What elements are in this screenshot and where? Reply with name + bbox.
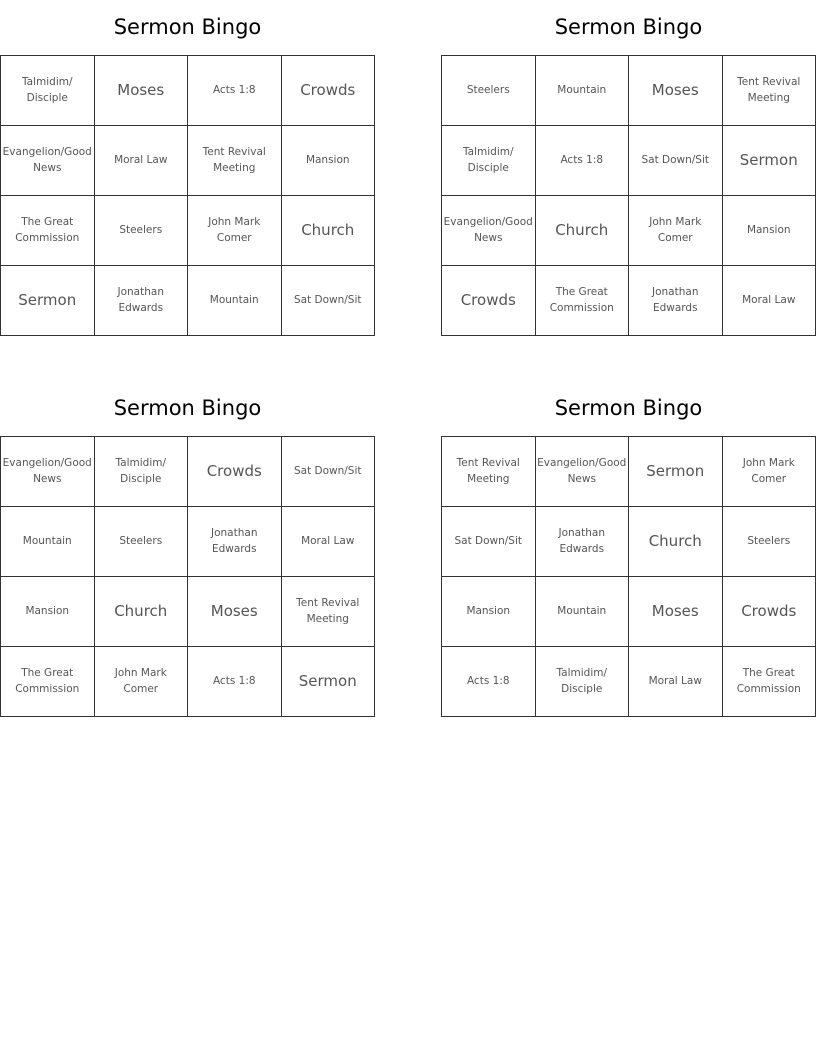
bingo-cell: Evangelion/Good News [1,437,95,507]
bingo-cell: John Mark Comer [188,196,282,266]
bingo-cell: Acts 1:8 [188,647,282,717]
card-title: Sermon Bingo [554,15,703,39]
bingo-cell: Moses [629,56,723,126]
bingo-cell: Church [536,196,630,266]
bingo-cell: Evangelion/Good News [442,196,536,266]
bingo-cell: Moral Law [282,507,376,577]
bingo-cell: Crowds [723,577,816,647]
bingo-cell: John Mark Comer [95,647,189,717]
bingo-card-2 [441,0,816,336]
bingo-card-4 [441,381,816,717]
bingo-cell: Talmidim/ Disciple [95,437,189,507]
bingo-cell: Mountain [536,577,630,647]
bingo-cell: Acts 1:8 [442,647,536,717]
bingo-cell: Talmidim/ Disciple [536,647,630,717]
bingo-cell: Steelers [95,507,189,577]
bingo-cell: Crowds [442,266,536,336]
bingo-cell: Moral Law [95,126,189,196]
bingo-card-3 [0,381,375,717]
bingo-cell: Tent Revival Meeting [188,126,282,196]
bingo-cell: Talmidim/ Disciple [1,56,95,126]
bingo-cell: Moral Law [723,266,816,336]
bingo-cell: Mansion [282,126,376,196]
bingo-cell: Moses [629,577,723,647]
bingo-grid [441,55,816,336]
bingo-cell: Sat Down/Sit [629,126,723,196]
card-title: Sermon Bingo [113,396,262,420]
bingo-cell: Mansion [723,196,816,266]
bingo-cell: Talmidim/ Disciple [442,126,536,196]
bingo-cell: Mountain [1,507,95,577]
card-title: Sermon Bingo [554,396,703,420]
bingo-cell: John Mark Comer [723,437,816,507]
bingo-cell: Moral Law [629,647,723,717]
bingo-cell: Crowds [282,56,376,126]
bingo-cell: Church [282,196,376,266]
bingo-cell: Evangelion/Good News [536,437,630,507]
bingo-cell: Jonathan Edwards [536,507,630,577]
bingo-cell: Acts 1:8 [188,56,282,126]
bingo-cell: Jonathan Edwards [629,266,723,336]
bingo-cell: Steelers [723,507,816,577]
bingo-cell: Acts 1:8 [536,126,630,196]
bingo-cell: Sat Down/Sit [442,507,536,577]
bingo-cell: The Great Commission [723,647,816,717]
card-title: Sermon Bingo [113,15,262,39]
bingo-cell: Tent Revival Meeting [442,437,536,507]
bingo-cell: The Great Commission [536,266,630,336]
bingo-cell: Jonathan Edwards [188,507,282,577]
bingo-cell: Tent Revival Meeting [282,577,376,647]
bingo-cell: Sat Down/Sit [282,266,376,336]
bingo-cell: Moses [188,577,282,647]
bingo-cell: Church [95,577,189,647]
bingo-cell: Mansion [442,577,536,647]
bingo-grid [0,55,375,336]
bingo-grid [441,436,816,717]
bingo-cell: Mountain [536,56,630,126]
bingo-cell: The Great Commission [1,647,95,717]
bingo-grid [0,436,375,717]
bingo-cell: John Mark Comer [629,196,723,266]
bingo-cell: Sermon [723,126,816,196]
bingo-cell: Sat Down/Sit [282,437,376,507]
bingo-cell: Evangelion/Good News [1,126,95,196]
bingo-cell: Steelers [95,196,189,266]
bingo-cell: Church [629,507,723,577]
bingo-cell: The Great Commission [1,196,95,266]
bingo-cell: Moses [95,56,189,126]
bingo-cell: Sermon [1,266,95,336]
bingo-cell: Mountain [188,266,282,336]
bingo-cell: Steelers [442,56,536,126]
bingo-cell: Crowds [188,437,282,507]
bingo-cell: Mansion [1,577,95,647]
bingo-cell: Sermon [629,437,723,507]
bingo-cell: Jonathan Edwards [95,266,189,336]
bingo-card-1 [0,0,375,336]
bingo-cell: Tent Revival Meeting [723,56,816,126]
bingo-cell: Sermon [282,647,376,717]
